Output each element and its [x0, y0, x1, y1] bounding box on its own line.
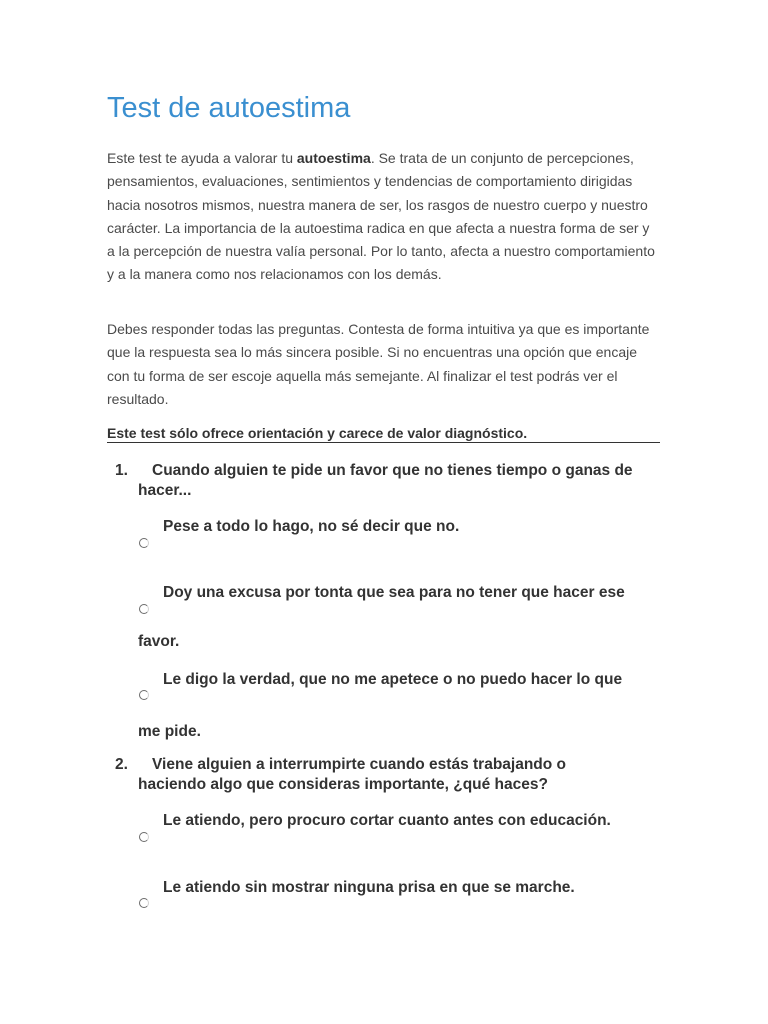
- disclaimer-text: Este test sólo ofrece orientación y carece de valor diagnóstico.: [107, 425, 660, 443]
- option-label-q1-1[interactable]: Pese a todo lo hago, no sé decir que no.: [163, 518, 460, 535]
- question-text-line1: Viene alguien a interrumpirte cuando estás trabajando o: [152, 756, 567, 773]
- intro-paragraph: [107, 147, 657, 287]
- question-2: [115, 755, 665, 795]
- question-number: 1.: [115, 462, 128, 479]
- radio-q2-option-2[interactable]: [139, 898, 149, 908]
- option-label-q1-2[interactable]: Doy una excusa por tonta que sea para no tener que hacer ese: [163, 584, 625, 601]
- radio-q1-option-1[interactable]: [139, 538, 149, 548]
- option-label-q1-3-cont[interactable]: me pide.: [138, 723, 201, 740]
- question-text-line1: Cuando alguien te pide un favor que no tienes tiempo o ganas de: [152, 462, 633, 479]
- option-label-q2-1[interactable]: Le atiendo, pero procuro cortar cuanto antes con educación.: [163, 812, 611, 829]
- radio-q1-option-2[interactable]: [139, 604, 149, 614]
- option-label-q1-2-cont[interactable]: favor.: [138, 633, 180, 650]
- page-title: Test de autoestima: [107, 92, 351, 124]
- question-text-line2: hacer...: [138, 482, 192, 499]
- question-text-line2: haciendo algo que consideras importante, ¿qué haces?: [138, 776, 548, 793]
- intro-text-before: Este test te ayuda a valorar tu: [107, 150, 297, 166]
- radio-q1-option-3[interactable]: [139, 690, 149, 700]
- intro-keyword: autoestima: [296, 150, 371, 166]
- question-1: [115, 461, 665, 501]
- radio-q2-option-1[interactable]: [139, 832, 149, 842]
- instructions-paragraph: Debes responder todas las preguntas. Contesta de forma intuitiva ya que es importante que la respuesta sea lo más sincera posible. Si no encuentras una opción que encaje con tu forma de ser escoje aquella más semejante. Al finalizar el test podrás ver el resultado.: [107, 321, 650, 407]
- intro-text-after: . Se trata de un conjunto de percepciones, pensamientos, evaluaciones, sentimientos y tendencias de comportamiento dirigidas hacia nosotros mismos, nuestra manera de ser, los rasgos de nuestro cuerpo y nuestro carácter. La importancia de la autoestima radica en que afecta a nuestra forma de ser y a la percepción de nuestra valía personal. Por lo tanto, afecta a nuestro comportamiento y a la manera como nos relacionamos con los demás.: [107, 150, 655, 283]
- option-label-q1-3[interactable]: Le digo la verdad, que no me apetece o no puedo hacer lo que: [163, 671, 623, 688]
- option-label-q2-2[interactable]: Le atiendo sin mostrar ninguna prisa en que se marche.: [163, 879, 575, 896]
- question-number: 2.: [115, 756, 128, 773]
